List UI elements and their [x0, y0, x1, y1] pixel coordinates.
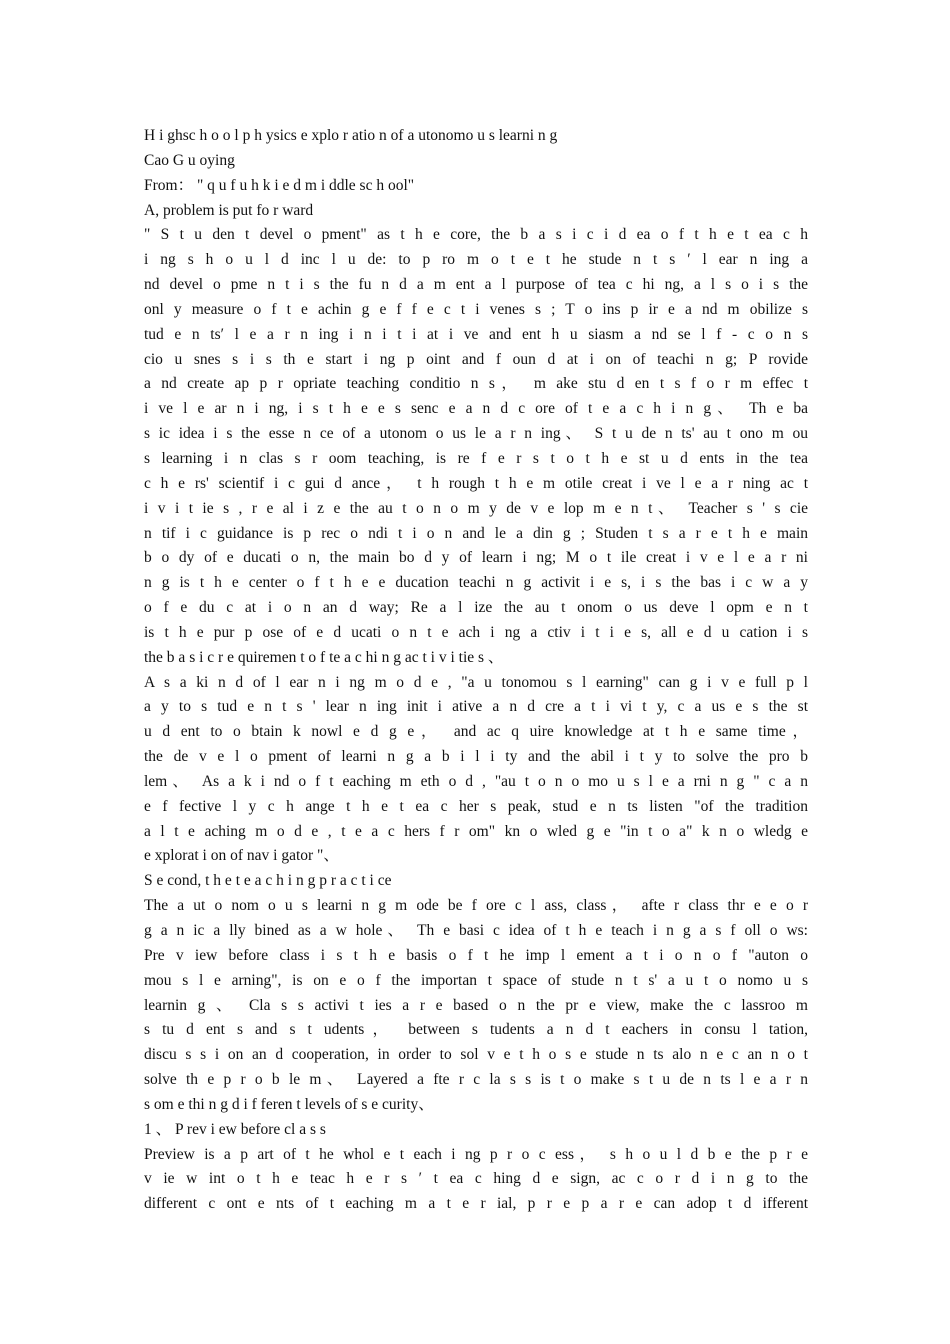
text-line: the b a s i c r e quiremen t o f te a c hi n g ac t i v i tie s 、 [144, 648, 504, 666]
text-line: onl y measure o f t e achin g e f f e c t i venes s ; T o ins p ir e a nd m obilize s [144, 300, 808, 318]
text-line: s om e thi n g d i f feren t levels of s e curity、 [144, 1095, 434, 1113]
text-line: a nd create ap p r opriate teaching conditio n s， m ake stu d en t s f o r m effec t [144, 375, 808, 393]
text-line: b o dy of e ducati o n, the main bo d y of learn i ng; M o t ile creat i v e l e a r ni [144, 549, 808, 567]
text-line: " S t u den t devel o pment" as t h e core, the b a s i c i d ea o f t h e t ea c h [144, 226, 808, 244]
text-line: i ve l e ar n i ng, i s t h e e s senc e a n d c ore of t e a c h i n g、 Th e ba [144, 400, 808, 418]
text-line: discu s s i on an d cooperation, in order to sol v e t h o s e stude n ts alo n e c an n o t [144, 1046, 808, 1064]
text-line: g a n ic a lly bined as a w hole、 Th e basi c idea of t h e teach i n g a s f oll o ws: [144, 922, 808, 939]
text-line: is t h e pur p ose of e d ucati o n t e ach i ng a ctiv i t i e s, all e d u cation i s [144, 623, 808, 641]
text-line: e f fective l y c h ange t h e t ea c her s peak, stud e n ts listen "of the tradition [144, 797, 808, 815]
text-line: lem、 As a k i nd o f t eaching m eth o d , "au t o n o mo u s l e a rni n g " c a n [144, 772, 808, 790]
text-line: nd devel o pme n t i s the fu n d a m ent a l purpose of tea c hi ng, a l s o i s the [144, 276, 808, 294]
text-line: a l t e aching m o d e , t e a c hers f r om" kn o wled g e "in t o a" k n o wledg e [144, 822, 808, 840]
text-line: a y to s tud e n t s ' lear n ing init i ative a n d cre a t i vi t y, c a us e s the st [144, 698, 808, 716]
text-line: Preview is a p art of t he whol e t each i ng p r o c ess， s h o u l d b e the p r e [144, 1145, 808, 1163]
text-line: 1 、 P rev i ew before cl a s s [144, 1120, 326, 1138]
text-line: s learning i n clas s r oom teaching, is re f e r s t o t h e st u d ents in the tea [144, 449, 808, 467]
text-line: H i ghsc h o o l p h ysics e xplo r atio n of a utonomo u s learni n g [144, 127, 558, 144]
text-line: u d ent to o btain k nowl e d g e， and ac q uire knowledge at t h e same time， [144, 723, 808, 741]
text-line: c h e rs' scientif i c gui d ance， t h rough t h e m otile creat i ve l e a r ning ac t [144, 474, 808, 492]
text-line: S e cond, t h e t e a c h i n g p r a c t i ce [144, 872, 392, 890]
text-line: n g is t h e center o f t h e e ducation teachi n g activit i e s, i s the bas i c w a y [144, 574, 808, 592]
text-line: The a ut o nom o u s learni n g m ode be f ore c l ass, class， afte r class thr e e o r [144, 897, 808, 915]
text-line: v ie w int o t h e teac h e r s ′ t ea c hing d e sign, ac c o r d i n g to the [144, 1170, 808, 1188]
text-line: learnin g 、 Cla s s activi t ies a r e based o n the pr e view, make the c lassroo m [144, 996, 808, 1014]
text-line: Cao G u oying [144, 151, 235, 169]
text-line: different c ont e nts of t eaching m a t e r ial, p r e p a r e can adop t d ifferent [144, 1195, 808, 1213]
text-line: A, problem is put fo r ward [144, 201, 314, 219]
text-line: n tif i c guidance is p rec o ndi t i o n and le a din g ; Studen t s a r e t h e main [144, 524, 808, 542]
text-line: solve th e p r o b le m、 Layered a fte r c la s s is t o make s t u de n ts l e a r n [144, 1071, 808, 1089]
text-line: s tu d ent s and s t udents， between s tudents a n d t eachers in consu l tation, [144, 1021, 808, 1039]
text-line: cio u snes s i s th e start i ng p oint and f oun d at i on of teachi n g; P rovide [144, 350, 808, 368]
text-line: A s a ki n d of l ear n i ng m o d e , "a u tonomou s l earning" can g i v e full p l [144, 673, 808, 691]
text-line: the de v e l o pment of learni n g a b i l i ty and the abil i t y to solve the pro b [144, 748, 808, 766]
text-line: mou s l e arning", is on e o f the importan t space of stude n t s' a u t o nomo u s [144, 971, 808, 989]
document-body [144, 124, 808, 1217]
text-line: i ng s h o u l d inc l u de: to p ro m o t e t he stude n t s ′ l ear n ing a [144, 251, 808, 269]
text-line: From： " q u f u h k i e d m i ddle sc h ool" [144, 176, 415, 194]
text-line: Pre v iew before class i s t h e basis o f t he imp l ement a t i o n o f "auton o [144, 946, 808, 964]
text-line: e xplorat i on of nav i gator "、 [144, 847, 339, 865]
text-line: i v i t ie s , r e al i z e the au t o n o m y de v e lop m e n t、 Teacher s ' s cie [144, 499, 808, 517]
text-line: s ic idea i s the esse n ce of a utonom o us le a r n ing、 S t u de n ts' au t ono m ou [144, 425, 808, 443]
text-line: tud e n ts′ l e a r n ing i n i t i at i ve and ent h u siasm a nd se l f - c o n s [144, 325, 808, 343]
text-line: o f e du c at i o n an d way; Re a l ize the au t onom o us deve l opm e n t [144, 599, 808, 617]
